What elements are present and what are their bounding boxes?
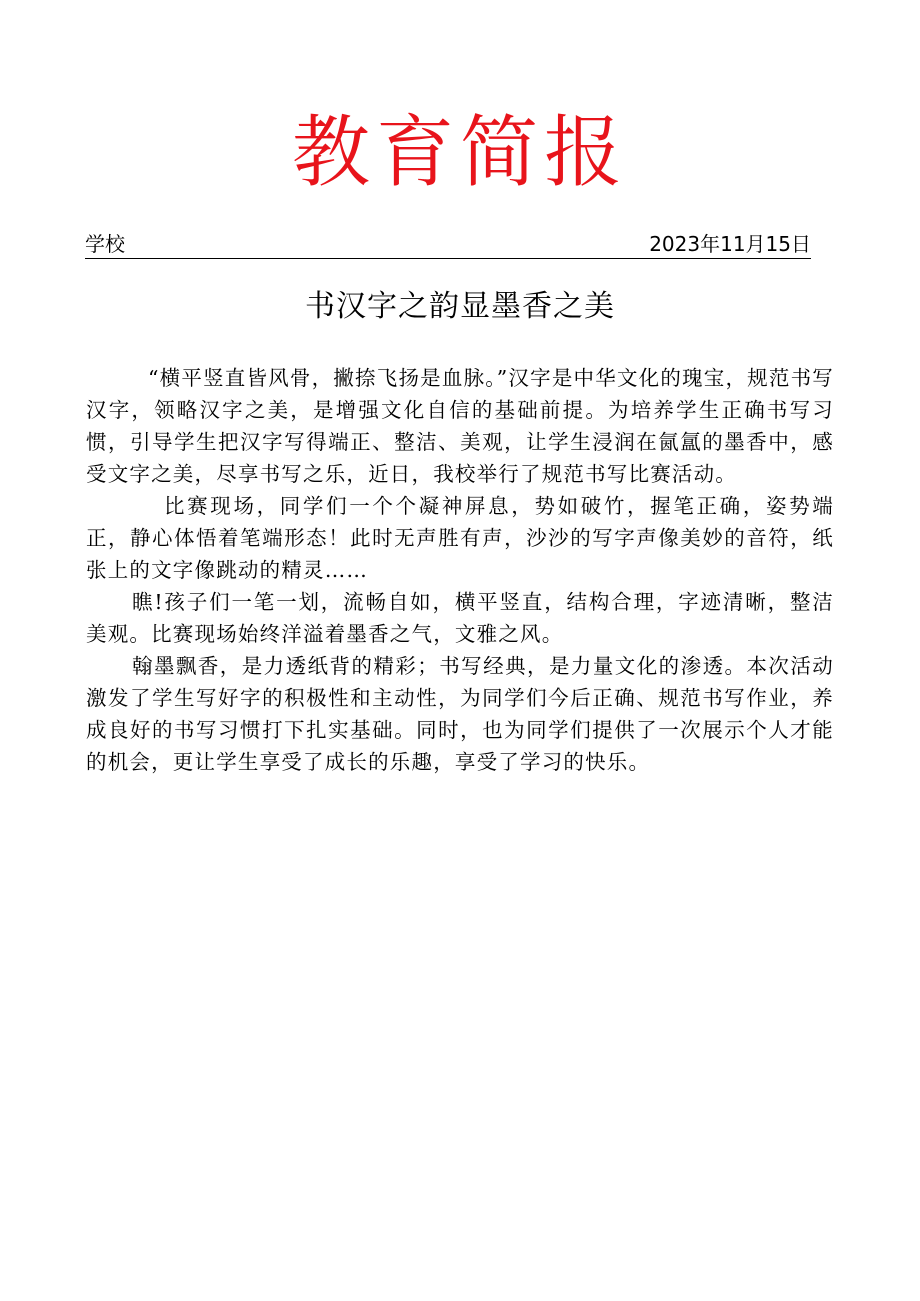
dateline [85,230,811,259]
masthead-title: 教育简报 [291,108,628,198]
article-body [86,362,834,778]
article-paragraph: 翰墨飘香，是力透纸背的精彩；书写经典，是力量文化的渗透。本次活动激发了学生写好字的积极性和主动性，为同学们今后正确、规范书写作业，养成良好的书写习惯打下扎实基础。同时，也为同学们提供了一次展示个人才能的机会，更让学生享受了成长的乐趣，享受了学习的快乐。 [86,654,834,774]
school-label: 学校 [85,232,125,256]
article-headline: 书汉字之韵显墨香之美 [305,289,615,324]
article-paragraph: 瞧!孩子们一笔一划，流畅自如，横平竖直，结构合理，字迹清晰，整洁美观。比赛现场始终洋溢着墨香之气，文雅之风。 [86,590,834,646]
article-paragraph: “横平竖直皆风骨，撇捺飞扬是血脉。”汉字是中华文化的瑰宝，规范书写汉字，领略汉字之美，是增强文化自信的基础前提。为培养学生正确书写习惯，引导学生把汉字写得端正、整洁、美观，让学生浸润在氤氲的墨香中，感受文字之美，尽享书写之乐，近日，我校举行了规范书写比赛活动。 [86,366,834,486]
article-paragraph: 比赛现场，同学们一个个凝神屏息，势如破竹，握笔正确，姿势端正，静心体悟着笔端形态！此时无声胜有声，沙沙的写字声像美妙的音符，纸张上的文字像跳动的精灵…… [86,494,834,582]
issue-date: 2023年11月15日 [649,232,811,256]
